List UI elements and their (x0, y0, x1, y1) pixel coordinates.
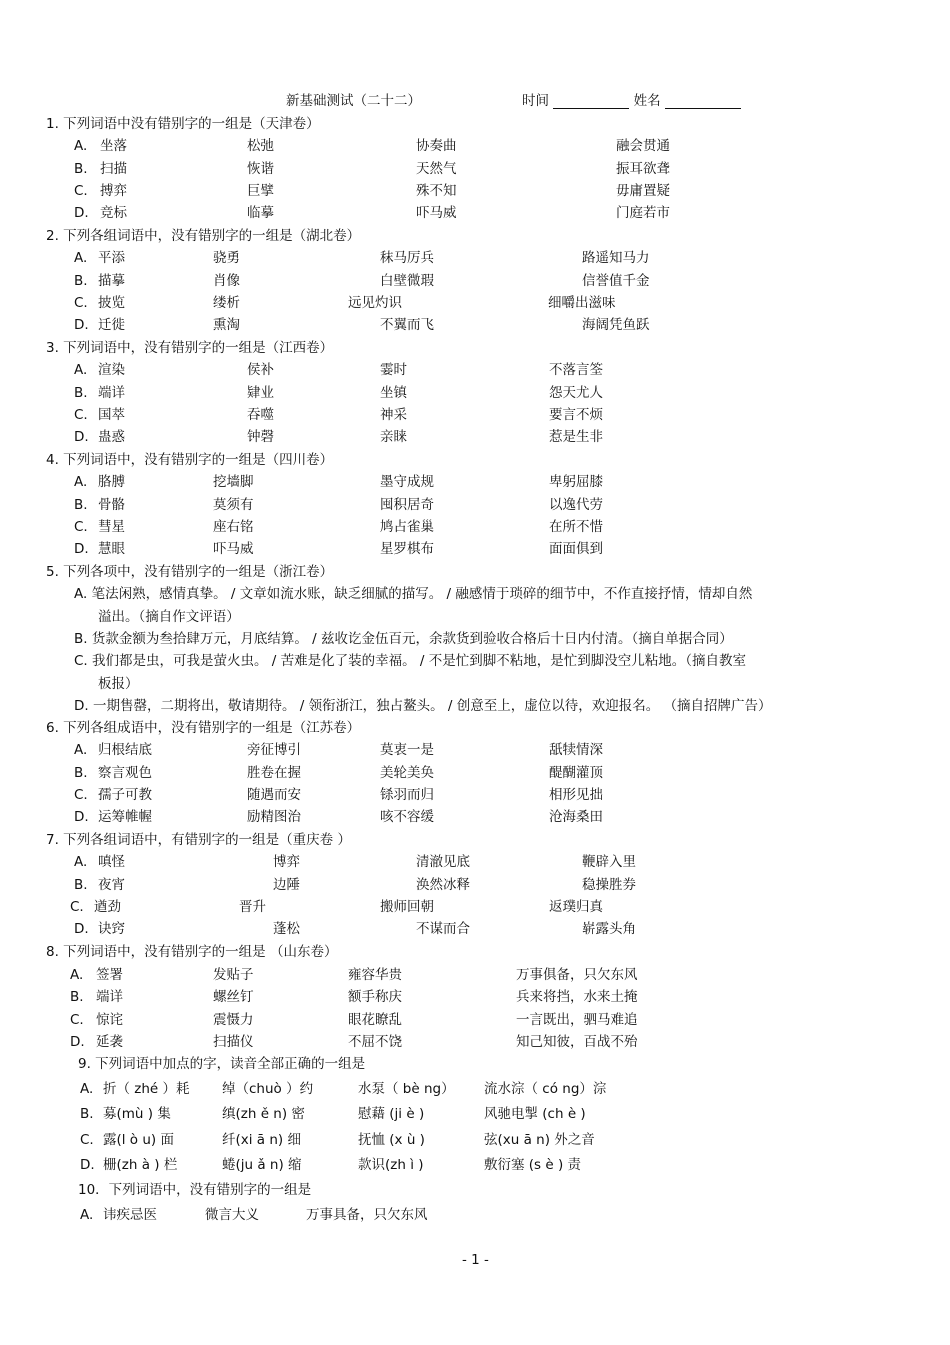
option-term: 随遇而安 (247, 787, 301, 803)
option-term: 端详 (98, 385, 125, 401)
option-term: 肖像 (213, 273, 240, 289)
option-term: 慰藉 (ji è ) (358, 1106, 425, 1122)
option-term: 星罗棋布 (380, 541, 434, 557)
option-term: 清澈见底 (416, 854, 470, 870)
option-term: 边陲 (273, 877, 300, 893)
question-stem: 9. 下列词语中加点的字，读音全部正确的一组是 (78, 1056, 366, 1072)
option-term: 运筹帷幄 (98, 809, 152, 825)
option-letter: D. (74, 541, 89, 557)
option-letter: C. (74, 407, 88, 423)
option-term: 鞭辟入里 (582, 854, 636, 870)
question-stem: 1. 下列词语中没有错别字的一组是（天津卷） (46, 116, 320, 132)
option-term: 竞标 (100, 205, 127, 221)
option-term: 延袭 (96, 1034, 123, 1050)
option-term: 舐犊情深 (549, 742, 603, 758)
option-term: 眼花瞭乱 (348, 1012, 402, 1028)
option-term: 慧眼 (98, 541, 125, 557)
option-term: 发贴子 (213, 967, 254, 983)
option-text: B. 货款金额为叁拾肆万元，月底结算。 / 兹收讫金伍百元，余款货到验收合格后十日内付清。（摘自单据合同） (74, 631, 733, 647)
question-stem: 3. 下列词语中，没有错别字的一组是（江西卷） (46, 340, 334, 356)
name-blank (665, 94, 741, 109)
option-term: 不谋而合 (416, 921, 470, 937)
option-term: 旁征博引 (247, 742, 301, 758)
option-term: 扫描仪 (213, 1034, 254, 1050)
option-letter: B. (74, 765, 88, 781)
question-stem: 5. 下列各项中，没有错别字的一组是（浙江卷） (46, 564, 334, 580)
option-term: 迁徙 (98, 317, 125, 333)
option-term: 神采 (380, 407, 407, 423)
option-term: 不翼而飞 (380, 317, 434, 333)
option-letter: A. (74, 474, 88, 490)
option-term: 美轮美奂 (380, 765, 434, 781)
page-title: 新基础测试（二十二） (286, 93, 421, 109)
option-term: 霎时 (380, 362, 407, 378)
option-term: 缕析 (213, 295, 240, 311)
time-field (522, 93, 741, 109)
option-term: 夜宵 (98, 877, 125, 893)
option-term: 坐镇 (380, 385, 407, 401)
option-letter: A. (74, 854, 88, 870)
option-term: 返璞归真 (549, 899, 603, 915)
option-term: 晋升 (239, 899, 266, 915)
option-term: 蓬松 (273, 921, 300, 937)
option-term: 渲染 (98, 362, 125, 378)
option-letter: D. (74, 921, 89, 937)
option-letter: A. (74, 742, 88, 758)
option-term: 莫衷一是 (380, 742, 434, 758)
option-term: 座右铭 (213, 519, 254, 535)
option-term: 绰（chuò ）约 (222, 1081, 314, 1097)
option-term: 面面俱到 (549, 541, 603, 557)
option-letter: C. (70, 1012, 84, 1028)
option-term: 抚恤 (x ù ) (358, 1132, 425, 1148)
option-term: 惹是生非 (549, 429, 603, 445)
option-term: 搬师回朝 (380, 899, 434, 915)
question-stem: 6. 下列各组成语中，没有错别字的一组是（江苏卷） (46, 720, 361, 736)
option-term: 远见灼识 (348, 295, 402, 311)
option-term: 挖墙脚 (213, 474, 254, 490)
option-letter: B. (74, 161, 88, 177)
option-term: 募(mù ) 集 (103, 1106, 171, 1122)
option-term: 骨骼 (98, 497, 125, 513)
option-term: 震慑力 (213, 1012, 254, 1028)
option-term: 墨守成规 (380, 474, 434, 490)
option-term: 兵来将挡，水来土掩 (516, 989, 638, 1005)
option-letter: A. (74, 250, 88, 266)
option-term: 临摹 (247, 205, 274, 221)
option-term: 彗星 (98, 519, 125, 535)
option-term: 蛊惑 (98, 429, 125, 445)
option-term: 端详 (96, 989, 123, 1005)
option-term: 路遥知马力 (582, 250, 650, 266)
option-term: 要言不烦 (549, 407, 603, 423)
option-term: 平添 (98, 250, 125, 266)
option-letter: D. (74, 317, 89, 333)
option-term: 门庭若市 (616, 205, 670, 221)
option-term: 纤(xi ā n) 细 (222, 1132, 301, 1148)
option-letter: A. (70, 967, 84, 983)
time-blank (553, 94, 629, 109)
option-letter: A. (74, 138, 88, 154)
option-term: 弦(xu ā n) 外之音 (484, 1132, 595, 1148)
option-term: 信誉值千金 (582, 273, 650, 289)
option-term: 以逸代劳 (549, 497, 603, 513)
option-term: 白壁微瑕 (380, 273, 434, 289)
option-term: 胜卷在握 (247, 765, 301, 781)
option-term: 熏淘 (213, 317, 240, 333)
option-text: 板报） (98, 676, 139, 692)
option-term: 鸠占雀巢 (380, 519, 434, 535)
option-term: 诀窍 (98, 921, 125, 937)
option-term: 在所不惜 (549, 519, 603, 535)
option-letter: C. (74, 295, 88, 311)
option-term: 毋庸置疑 (616, 183, 670, 199)
option-term: 铩羽而归 (380, 787, 434, 803)
option-term: 涣然冰释 (416, 877, 470, 893)
option-term: 莫须有 (213, 497, 254, 513)
question-stem: 2. 下列各组词语中，没有错别字的一组是（湖北卷） (46, 228, 361, 244)
option-letter: C. (74, 519, 88, 535)
option-letter: B. (70, 989, 84, 1005)
option-term: 敷衍塞 (s è ) 责 (484, 1157, 582, 1173)
option-term: 相形见拙 (549, 787, 603, 803)
name-label: 姓名 (633, 93, 661, 109)
option-term: 微言大义 (205, 1207, 259, 1223)
option-term: 缜(zh ě n) 密 (222, 1106, 305, 1122)
option-text: A. 笔法闲熟，感情真挚。 / 文章如流水账，缺乏细腻的描写。 / 融感情于琐碎的细节中，不作直接抒情，情却自然 (74, 586, 753, 602)
option-letter: A. (80, 1081, 94, 1097)
option-term: 崭露头角 (582, 921, 636, 937)
option-letter: B. (74, 385, 88, 401)
option-term: 卑躬屈膝 (549, 474, 603, 490)
option-text: C. 我们都是虫，可我是萤火虫。 / 苦难是化了装的幸福。 / 不是忙到脚不粘地，是忙到脚没空儿粘地。（摘自教室 (74, 653, 747, 669)
option-letter: D. (80, 1157, 95, 1173)
option-term: 恢谐 (247, 161, 274, 177)
option-term: 扫描 (100, 161, 127, 177)
option-term: 细嚼出滋味 (548, 295, 616, 311)
option-term: 振耳欲聋 (616, 161, 670, 177)
option-term: 款识(zh ì ) (358, 1157, 424, 1173)
option-letter: D. (74, 429, 89, 445)
option-term: 遒劲 (94, 899, 121, 915)
option-letter: A. (74, 362, 88, 378)
option-term: 流水淙（ có ng）淙 (484, 1081, 607, 1097)
question-stem: 8. 下列词语中，没有错别字的一组是 （山东卷） (46, 944, 338, 960)
option-term: 知己知彼，百战不殆 (516, 1034, 638, 1050)
option-term: 怨天尤人 (549, 385, 603, 401)
option-term: 不屈不饶 (348, 1034, 402, 1050)
option-term: 风驰电掣 (ch è ) (484, 1106, 586, 1122)
option-text: D. 一期售罄，二期将出，敬请期待。 / 领衔浙江，独占鳌头。 / 创意至上，虚位以待，欢迎报名。 （摘自招牌广告） (74, 698, 772, 714)
option-term: 蜷(ju ǎ n) 缩 (222, 1157, 302, 1173)
question-stem: 10．下列词语中，没有错别字的一组是 (78, 1182, 312, 1198)
option-term: 囤积居奇 (380, 497, 434, 513)
option-text: 溢出。（摘自作文评语） (98, 609, 240, 625)
option-letter: A. (80, 1207, 94, 1223)
option-letter: C. (74, 183, 88, 199)
option-letter: B. (74, 877, 88, 893)
page-number: - 1 - (462, 1252, 489, 1268)
option-term: 松弛 (247, 138, 274, 154)
header-line (286, 93, 421, 109)
option-term: 惊诧 (96, 1012, 123, 1028)
option-term: 万事俱备，只欠东风 (516, 967, 638, 983)
option-term: 秣马厉兵 (380, 250, 434, 266)
option-term: 融会贯通 (616, 138, 670, 154)
option-letter: D. (74, 205, 89, 221)
option-letter: D. (74, 809, 89, 825)
option-term: 栅(zh à ) 栏 (103, 1157, 178, 1173)
option-letter: B. (80, 1106, 94, 1122)
option-term: 钟磬 (247, 429, 274, 445)
option-term: 沧海桑田 (549, 809, 603, 825)
option-term: 天然气 (416, 161, 457, 177)
option-term: 螺丝钉 (213, 989, 254, 1005)
option-term: 吞噬 (247, 407, 274, 423)
option-term: 披览 (98, 295, 125, 311)
option-term: 折（ zhé ）耗 (103, 1081, 190, 1097)
option-term: 万事具备，只欠东风 (306, 1207, 428, 1223)
option-term: 不落言筌 (549, 362, 603, 378)
question-stem: 4. 下列词语中，没有错别字的一组是（四川卷） (46, 452, 334, 468)
option-term: 协奏曲 (416, 138, 457, 154)
option-term: 搏弈 (100, 183, 127, 199)
option-term: 一言既出，驷马难追 (516, 1012, 638, 1028)
option-term: 露(l ò u) 面 (103, 1132, 174, 1148)
option-term: 描摹 (98, 273, 125, 289)
option-term: 孺子可教 (98, 787, 152, 803)
option-term: 殊不知 (416, 183, 457, 199)
option-term: 嗔怪 (98, 854, 125, 870)
option-letter: C. (74, 787, 88, 803)
option-term: 坐落 (100, 138, 127, 154)
option-term: 稳操胜券 (582, 877, 636, 893)
option-letter: C. (70, 899, 84, 915)
option-term: 博弈 (273, 854, 300, 870)
option-letter: B. (74, 273, 88, 289)
option-term: 骁勇 (213, 250, 240, 266)
option-term: 额手称庆 (348, 989, 402, 1005)
option-term: 巨擘 (247, 183, 274, 199)
option-term: 吓马威 (213, 541, 254, 557)
time-label: 时间 (522, 93, 549, 109)
option-term: 亲睐 (380, 429, 407, 445)
option-term: 侯补 (247, 362, 274, 378)
option-letter: D. (70, 1034, 85, 1050)
option-term: 胳膊 (98, 474, 125, 490)
option-term: 察言观色 (98, 765, 152, 781)
option-term: 肄业 (247, 385, 274, 401)
option-letter: B. (74, 497, 88, 513)
option-term: 醍醐灌顶 (549, 765, 603, 781)
option-term: 签署 (96, 967, 123, 983)
option-term: 吓马威 (416, 205, 457, 221)
option-term: 归根结底 (98, 742, 152, 758)
option-term: 励精图治 (247, 809, 301, 825)
question-stem: 7. 下列各组词语中，有错别字的一组是（重庆卷 ） (46, 832, 351, 848)
option-term: 海阔凭鱼跃 (582, 317, 650, 333)
option-term: 水泵（ bè ng） (358, 1081, 455, 1097)
option-term: 讳疾忌医 (103, 1207, 157, 1223)
option-term: 咳不容缓 (380, 809, 434, 825)
option-letter: C. (80, 1132, 94, 1148)
option-term: 雍容华贵 (348, 967, 402, 983)
option-term: 国萃 (98, 407, 125, 423)
